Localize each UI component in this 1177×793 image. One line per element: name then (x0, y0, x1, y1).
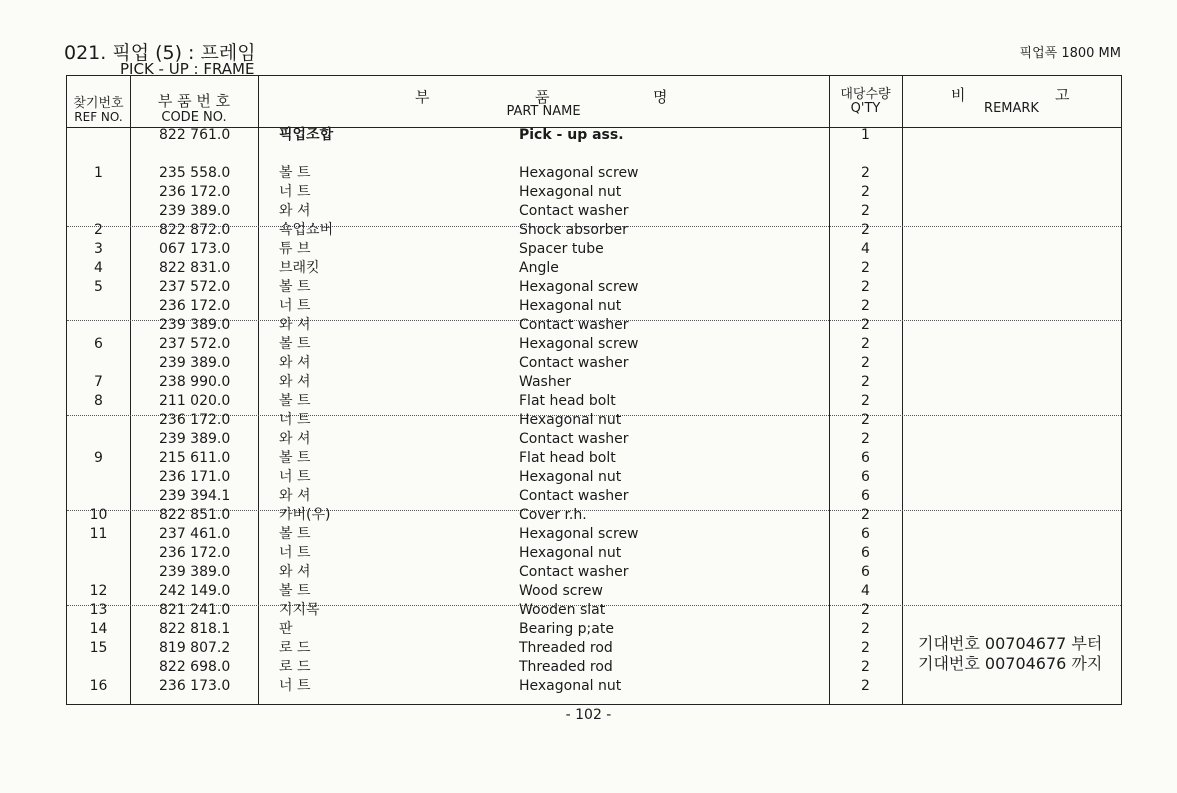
part-name-en: Bearing p;ate (519, 621, 614, 637)
col-name-ko-2: 품 (535, 88, 550, 106)
part-name-en: Contact washer (519, 317, 629, 333)
quantity: 6 (861, 545, 870, 561)
code-number: 211 020.0 (159, 393, 231, 409)
part-name-ko: 튜 브 (279, 241, 311, 257)
part-name-en: Hexagonal nut (519, 412, 622, 428)
col-name-ko-3: 명 (653, 88, 668, 106)
code-number: 822 851.0 (159, 507, 231, 523)
ref-number: 3 (94, 241, 103, 257)
quantity: 6 (861, 469, 870, 485)
col-qty-en: Q'TY (850, 101, 881, 116)
code-number: 239 394.1 (159, 488, 231, 504)
part-name-en: Cover r.h. (519, 507, 587, 523)
ref-number: 10 (89, 507, 108, 523)
quantity: 2 (861, 659, 870, 675)
quantity: 2 (861, 222, 870, 238)
quantity: 6 (861, 564, 870, 580)
part-name-en: Shock absorber (519, 222, 628, 238)
code-number: 236 172.0 (159, 298, 231, 314)
code-number: 239 389.0 (159, 317, 231, 333)
code-number: 236 173.0 (159, 678, 231, 694)
col-ref-ko: 찾기번호 (73, 96, 124, 111)
code-number: 239 389.0 (159, 203, 231, 219)
quantity: 2 (861, 279, 870, 295)
part-name-ko: 너 트 (279, 412, 311, 428)
code-number: 237 572.0 (159, 336, 231, 352)
quantity: 6 (861, 450, 870, 466)
part-name-ko: 볼 트 (279, 165, 311, 181)
part-name-ko: 와 셔 (279, 355, 311, 371)
quantity: 2 (861, 602, 870, 618)
part-name-ko: 와 셔 (279, 374, 311, 390)
part-name-ko: 너 트 (279, 545, 311, 561)
part-name-en: Flat head bolt (519, 393, 616, 409)
part-name-en: Contact washer (519, 564, 629, 580)
ref-number: 16 (89, 678, 108, 694)
ref-number: 4 (94, 260, 103, 276)
quantity: 2 (861, 507, 870, 523)
code-number: 236 171.0 (159, 469, 231, 485)
quantity: 2 (861, 203, 870, 219)
col-code-en: CODE NO. (161, 110, 227, 125)
code-number: 821 241.0 (159, 602, 231, 618)
code-number: 822 698.0 (159, 659, 231, 675)
part-name-en: Hexagonal nut (519, 298, 622, 314)
code-number: 236 172.0 (159, 184, 231, 200)
part-name-en: Pick - up ass. (519, 127, 624, 143)
part-name-en: Hexagonal nut (519, 545, 622, 561)
ref-number: 15 (89, 640, 108, 656)
part-name-ko: 와 셔 (279, 317, 311, 333)
part-name-ko: 지지목 (279, 602, 320, 618)
part-name-ko: 볼 트 (279, 526, 311, 542)
part-name-en: Contact washer (519, 431, 629, 447)
quantity: 2 (861, 621, 870, 637)
quantity: 2 (861, 640, 870, 656)
part-name-ko: 로 드 (279, 640, 311, 656)
part-name-ko: 와 셔 (279, 431, 311, 447)
code-number: 822 831.0 (159, 260, 231, 276)
col-qty-ko: 대당수량 (840, 87, 891, 102)
quantity: 6 (861, 488, 870, 504)
code-number: 238 990.0 (159, 374, 231, 390)
part-name-en: Hexagonal nut (519, 678, 622, 694)
col-name-en: PART NAME (506, 104, 581, 119)
col-remark-ko-2: 고 (1055, 86, 1070, 104)
pickup-width-note: 픽업폭 1800 MM (1019, 46, 1121, 61)
part-name-ko: 쇽업쇼버 (279, 222, 334, 238)
part-name-ko: 볼 트 (279, 450, 311, 466)
part-name-en: Threaded rod (519, 640, 613, 656)
ref-number: 11 (89, 526, 108, 542)
remark-line-2: 기대번호 00704676 까지 (918, 654, 1103, 673)
part-name-en: Wood screw (519, 583, 603, 599)
part-name-en: Hexagonal screw (519, 526, 639, 542)
quantity: 2 (861, 393, 870, 409)
code-number: 236 172.0 (159, 545, 231, 561)
remark-line-1: 기대번호 00704677 부터 (918, 634, 1103, 653)
part-name-ko: 볼 트 (279, 583, 311, 599)
quantity: 2 (861, 678, 870, 694)
quantity: 4 (861, 583, 870, 599)
part-name-ko: 너 트 (279, 298, 311, 314)
part-name-en: Spacer tube (519, 241, 604, 257)
ref-number: 12 (89, 583, 108, 599)
part-name-ko: 카버(우) (279, 507, 331, 523)
part-name-ko: 너 트 (279, 184, 311, 200)
code-number: 819 807.2 (159, 640, 231, 656)
ref-number: 5 (94, 279, 103, 295)
page-number: - 102 - (565, 707, 612, 723)
part-name-en: Wooden slat (519, 602, 606, 618)
part-name-en: Flat head bolt (519, 450, 616, 466)
code-number: 239 389.0 (159, 355, 231, 371)
part-name-ko: 로 드 (279, 659, 311, 675)
part-name-ko: 와 셔 (279, 564, 311, 580)
quantity: 2 (861, 317, 870, 333)
part-name-ko: 픽업조합 (279, 127, 334, 143)
part-name-en: Contact washer (519, 488, 629, 504)
part-name-ko: 너 트 (279, 678, 311, 694)
code-number: 236 172.0 (159, 412, 231, 428)
code-number: 237 572.0 (159, 279, 231, 295)
ref-number: 2 (94, 222, 103, 238)
ref-number: 9 (94, 450, 103, 466)
code-number: 242 149.0 (159, 583, 231, 599)
code-number: 235 558.0 (159, 165, 231, 181)
part-name-en: Hexagonal nut (519, 184, 622, 200)
part-name-en: Contact washer (519, 203, 629, 219)
ref-number: 7 (94, 374, 103, 390)
part-name-ko: 와 셔 (279, 488, 311, 504)
code-number: 239 389.0 (159, 564, 231, 580)
code-number: 215 611.0 (159, 450, 231, 466)
page-title: 021. 픽업 (5) : 프레임 (64, 42, 256, 64)
part-name-en: Washer (519, 374, 572, 390)
col-name-ko-1: 부 (415, 88, 430, 106)
page-subtitle: PICK - UP : FRAME (120, 60, 255, 78)
code-number: 239 389.0 (159, 431, 231, 447)
quantity: 2 (861, 431, 870, 447)
code-number: 822 818.1 (159, 621, 231, 637)
part-name-en: Hexagonal screw (519, 165, 639, 181)
quantity: 2 (861, 355, 870, 371)
code-number: 237 461.0 (159, 526, 231, 542)
quantity: 1 (861, 127, 870, 143)
ref-number: 6 (94, 336, 103, 352)
quantity: 2 (861, 184, 870, 200)
part-name-ko: 판 (279, 621, 293, 637)
code-number: 822 761.0 (159, 127, 231, 143)
parts-table (66, 75, 1122, 705)
col-code-ko: 부 품 번 호 (157, 92, 231, 110)
part-name-ko: 브래킷 (279, 260, 320, 276)
part-name-en: Threaded rod (519, 659, 613, 675)
part-name-ko: 와 셔 (279, 203, 311, 219)
ref-number: 1 (94, 165, 103, 181)
quantity: 2 (861, 165, 870, 181)
part-name-en: Contact washer (519, 355, 629, 371)
quantity: 6 (861, 526, 870, 542)
quantity: 2 (861, 374, 870, 390)
quantity: 2 (861, 298, 870, 314)
part-name-ko: 볼 트 (279, 336, 311, 352)
part-name-en: Hexagonal screw (519, 279, 639, 295)
quantity: 2 (861, 412, 870, 428)
quantity: 2 (861, 336, 870, 352)
part-name-en: Hexagonal nut (519, 469, 622, 485)
part-name-ko: 너 트 (279, 469, 311, 485)
part-name-ko: 볼 트 (279, 393, 311, 409)
part-name-en: Angle (519, 260, 559, 276)
ref-number: 13 (89, 602, 108, 618)
part-name-ko: 볼 트 (279, 279, 311, 295)
quantity: 4 (861, 241, 870, 257)
ref-number: 14 (89, 621, 108, 637)
code-number: 067 173.0 (159, 241, 231, 257)
ref-number: 8 (94, 393, 103, 409)
col-ref-en: REF NO. (74, 110, 123, 124)
part-name-en: Hexagonal screw (519, 336, 639, 352)
quantity: 2 (861, 260, 870, 276)
col-remark-ko-1: 비 (951, 86, 966, 104)
code-number: 822 872.0 (159, 222, 231, 238)
col-remark-en: REMARK (984, 101, 1039, 116)
